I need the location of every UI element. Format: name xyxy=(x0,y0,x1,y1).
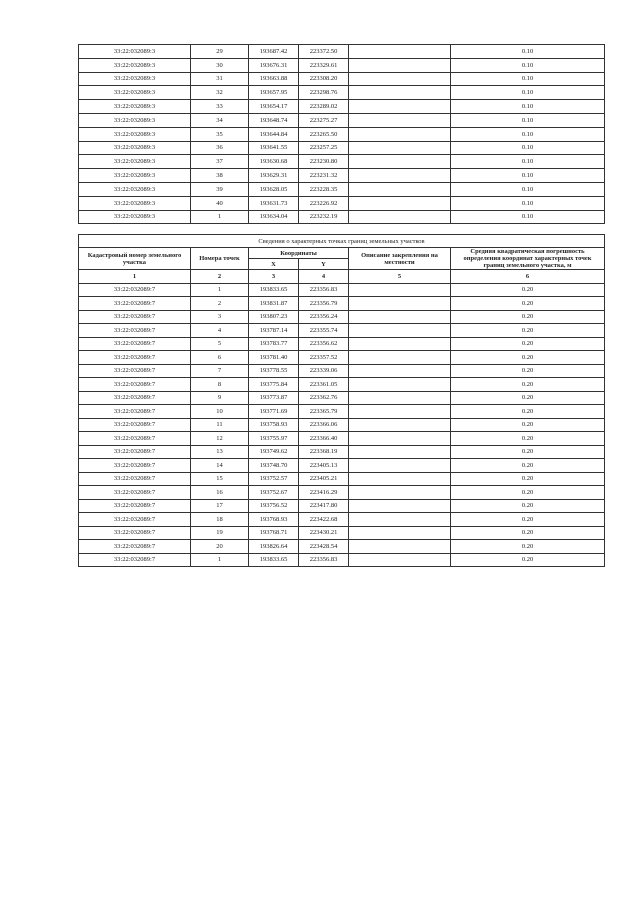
table-row xyxy=(79,100,605,114)
y-coordinate-cell: 223357.52 xyxy=(299,351,349,365)
cadastral-number-cell: 33:22:032089:7 xyxy=(79,513,191,527)
cadastral-number-cell: 33:22:032089:3 xyxy=(79,113,191,127)
y-coordinate-cell: 223356.24 xyxy=(299,310,349,324)
y-coordinate-cell: 223366.40 xyxy=(299,432,349,446)
column-number-3: 3 xyxy=(249,270,299,284)
error-cell: 0.20 xyxy=(451,310,605,324)
description-cell xyxy=(349,86,451,100)
description-cell xyxy=(349,405,451,419)
description-cell xyxy=(349,540,451,554)
cadastral-number-cell: 33:22:032089:7 xyxy=(79,472,191,486)
error-cell: 0.20 xyxy=(451,472,605,486)
table-row xyxy=(79,337,605,351)
error-cell: 0.20 xyxy=(451,432,605,446)
point-number-cell: 11 xyxy=(191,418,249,432)
y-coordinate-cell: 223257.25 xyxy=(299,141,349,155)
description-cell xyxy=(349,445,451,459)
description-cell xyxy=(349,351,451,365)
description-cell xyxy=(349,196,451,210)
point-number-cell: 34 xyxy=(191,113,249,127)
table-row xyxy=(79,127,605,141)
cadastral-number-cell: 33:22:032089:7 xyxy=(79,310,191,324)
cadastral-number-cell: 33:22:032089:3 xyxy=(79,141,191,155)
table-row xyxy=(79,297,605,311)
y-coordinate-cell: 223368.19 xyxy=(299,445,349,459)
point-number-cell: 7 xyxy=(191,364,249,378)
table-row xyxy=(79,58,605,72)
table-row xyxy=(79,445,605,459)
table-row xyxy=(79,472,605,486)
description-cell xyxy=(349,100,451,114)
cadastral-number-cell: 33:22:032089:3 xyxy=(79,127,191,141)
x-coordinate-cell: 193657.95 xyxy=(249,86,299,100)
x-coordinate-cell: 193630.68 xyxy=(249,155,299,169)
table-row xyxy=(79,553,605,567)
cadastral-number-cell: 33:22:032089:3 xyxy=(79,169,191,183)
error-cell: 0.10 xyxy=(451,100,605,114)
error-cell: 0.10 xyxy=(451,58,605,72)
x-coordinate-cell: 193755.97 xyxy=(249,432,299,446)
cadastral-number-cell: 33:22:032089:7 xyxy=(79,364,191,378)
y-coordinate-cell: 223405.21 xyxy=(299,472,349,486)
column-number-4: 4 xyxy=(299,270,349,284)
header-description: Описание закрепления на местности xyxy=(349,248,451,270)
cadastral-number-cell: 33:22:032089:3 xyxy=(79,210,191,224)
y-coordinate-cell: 223298.76 xyxy=(299,86,349,100)
x-coordinate-cell: 193654.17 xyxy=(249,100,299,114)
y-coordinate-cell: 223265.50 xyxy=(299,127,349,141)
x-coordinate-cell: 193831.87 xyxy=(249,297,299,311)
table-row xyxy=(79,364,605,378)
cadastral-number-cell: 33:22:032089:3 xyxy=(79,196,191,210)
x-coordinate-cell: 193781.40 xyxy=(249,351,299,365)
boundary-points-table xyxy=(78,234,605,567)
x-coordinate-cell: 193826.64 xyxy=(249,540,299,554)
x-coordinate-cell: 193833.65 xyxy=(249,283,299,297)
y-coordinate-cell: 223230.80 xyxy=(299,155,349,169)
table2-body xyxy=(79,283,605,567)
y-coordinate-cell: 223361.05 xyxy=(299,378,349,392)
x-coordinate-cell: 193807.23 xyxy=(249,310,299,324)
table-row xyxy=(79,418,605,432)
error-cell: 0.20 xyxy=(451,553,605,567)
description-cell xyxy=(349,210,451,224)
error-cell: 0.10 xyxy=(451,45,605,59)
x-coordinate-cell: 193771.69 xyxy=(249,405,299,419)
cadastral-number-cell: 33:22:032089:3 xyxy=(79,45,191,59)
description-cell xyxy=(349,127,451,141)
error-cell: 0.10 xyxy=(451,141,605,155)
x-coordinate-cell: 193687.42 xyxy=(249,45,299,59)
point-number-cell: 19 xyxy=(191,526,249,540)
y-coordinate-cell: 223339.06 xyxy=(299,364,349,378)
point-number-cell: 18 xyxy=(191,513,249,527)
point-number-cell: 1 xyxy=(191,553,249,567)
error-cell: 0.20 xyxy=(451,405,605,419)
column-number-5: 5 xyxy=(349,270,451,284)
x-coordinate-cell: 193641.55 xyxy=(249,141,299,155)
header-point-number: Номера точек xyxy=(191,248,249,270)
error-cell: 0.10 xyxy=(451,113,605,127)
description-cell xyxy=(349,553,451,567)
table-row xyxy=(79,351,605,365)
description-cell xyxy=(349,297,451,311)
table-row xyxy=(79,513,605,527)
error-cell: 0.10 xyxy=(451,196,605,210)
table-row xyxy=(79,86,605,100)
point-number-cell: 40 xyxy=(191,196,249,210)
error-cell: 0.20 xyxy=(451,513,605,527)
x-coordinate-cell: 193629.31 xyxy=(249,169,299,183)
cadastral-number-cell: 33:22:032089:7 xyxy=(79,351,191,365)
table-row xyxy=(79,405,605,419)
table1-body xyxy=(79,45,605,224)
table2-header xyxy=(79,235,605,284)
header-coordinates: Координаты xyxy=(249,248,349,259)
parcel-points-table-continued xyxy=(78,44,605,224)
point-number-cell: 16 xyxy=(191,486,249,500)
table-row xyxy=(79,196,605,210)
x-coordinate-cell: 193644.84 xyxy=(249,127,299,141)
error-cell: 0.10 xyxy=(451,155,605,169)
x-coordinate-cell: 193775.84 xyxy=(249,378,299,392)
cadastral-number-cell: 33:22:032089:7 xyxy=(79,540,191,554)
y-coordinate-cell: 223329.61 xyxy=(299,58,349,72)
point-number-cell: 33 xyxy=(191,100,249,114)
y-coordinate-cell: 223417.80 xyxy=(299,499,349,513)
y-coordinate-cell: 223356.62 xyxy=(299,337,349,351)
cadastral-number-cell: 33:22:032089:7 xyxy=(79,324,191,338)
y-coordinate-cell: 223366.06 xyxy=(299,418,349,432)
table-row xyxy=(79,141,605,155)
x-coordinate-cell: 193663.88 xyxy=(249,72,299,86)
point-number-cell: 3 xyxy=(191,310,249,324)
description-cell xyxy=(349,310,451,324)
description-cell xyxy=(349,141,451,155)
description-cell xyxy=(349,391,451,405)
x-coordinate-cell: 193752.57 xyxy=(249,472,299,486)
cadastral-number-cell: 33:22:032089:7 xyxy=(79,486,191,500)
x-coordinate-cell: 193756.52 xyxy=(249,499,299,513)
y-coordinate-cell: 223365.79 xyxy=(299,405,349,419)
cadastral-number-cell: 33:22:032089:7 xyxy=(79,283,191,297)
column-number-1: 1 xyxy=(79,270,191,284)
error-cell: 0.10 xyxy=(451,169,605,183)
error-cell: 0.20 xyxy=(451,283,605,297)
description-cell xyxy=(349,432,451,446)
description-cell xyxy=(349,364,451,378)
cadastral-number-cell: 33:22:032089:7 xyxy=(79,378,191,392)
error-cell: 0.20 xyxy=(451,324,605,338)
table-row xyxy=(79,72,605,86)
point-number-cell: 29 xyxy=(191,45,249,59)
point-number-cell: 30 xyxy=(191,58,249,72)
table-caption: Сведения о характерных точках границ земельных участков xyxy=(79,235,605,248)
description-cell xyxy=(349,45,451,59)
y-coordinate-cell: 223356.79 xyxy=(299,297,349,311)
y-coordinate-cell: 223226.92 xyxy=(299,196,349,210)
cadastral-number-cell: 33:22:032089:7 xyxy=(79,391,191,405)
point-number-cell: 8 xyxy=(191,378,249,392)
cadastral-number-cell: 33:22:032089:7 xyxy=(79,432,191,446)
cadastral-number-cell: 33:22:032089:7 xyxy=(79,553,191,567)
point-number-cell: 4 xyxy=(191,324,249,338)
description-cell xyxy=(349,486,451,500)
point-number-cell: 39 xyxy=(191,182,249,196)
x-coordinate-cell: 193634.04 xyxy=(249,210,299,224)
cadastral-number-cell: 33:22:032089:7 xyxy=(79,337,191,351)
error-cell: 0.20 xyxy=(451,445,605,459)
cadastral-number-cell: 33:22:032089:7 xyxy=(79,499,191,513)
description-cell xyxy=(349,324,451,338)
x-coordinate-cell: 193648.74 xyxy=(249,113,299,127)
error-cell: 0.20 xyxy=(451,499,605,513)
x-coordinate-cell: 193773.87 xyxy=(249,391,299,405)
y-coordinate-cell: 223422.68 xyxy=(299,513,349,527)
error-cell: 0.10 xyxy=(451,210,605,224)
cadastral-number-cell: 33:22:032089:7 xyxy=(79,526,191,540)
error-cell: 0.20 xyxy=(451,459,605,473)
point-number-cell: 12 xyxy=(191,432,249,446)
point-number-cell: 1 xyxy=(191,210,249,224)
y-coordinate-cell: 223228.35 xyxy=(299,182,349,196)
point-number-cell: 38 xyxy=(191,169,249,183)
y-coordinate-cell: 223372.50 xyxy=(299,45,349,59)
description-cell xyxy=(349,499,451,513)
table-row xyxy=(79,283,605,297)
description-cell xyxy=(349,58,451,72)
x-coordinate-cell: 193628.05 xyxy=(249,182,299,196)
point-number-cell: 31 xyxy=(191,72,249,86)
error-cell: 0.20 xyxy=(451,297,605,311)
point-number-cell: 2 xyxy=(191,297,249,311)
y-coordinate-cell: 223428.54 xyxy=(299,540,349,554)
error-cell: 0.10 xyxy=(451,72,605,86)
table-row xyxy=(79,499,605,513)
x-coordinate-cell: 193748.70 xyxy=(249,459,299,473)
x-coordinate-cell: 193758.93 xyxy=(249,418,299,432)
point-number-cell: 13 xyxy=(191,445,249,459)
description-cell xyxy=(349,472,451,486)
cadastral-number-cell: 33:22:032089:7 xyxy=(79,405,191,419)
point-number-cell: 10 xyxy=(191,405,249,419)
table-row xyxy=(79,182,605,196)
description-cell xyxy=(349,459,451,473)
table-row xyxy=(79,113,605,127)
x-coordinate-cell: 193833.65 xyxy=(249,553,299,567)
description-cell xyxy=(349,113,451,127)
error-cell: 0.10 xyxy=(451,86,605,100)
cadastral-number-cell: 33:22:032089:3 xyxy=(79,155,191,169)
table-row xyxy=(79,540,605,554)
error-cell: 0.20 xyxy=(451,526,605,540)
error-cell: 0.20 xyxy=(451,364,605,378)
x-coordinate-cell: 193768.93 xyxy=(249,513,299,527)
y-coordinate-cell: 223232.19 xyxy=(299,210,349,224)
header-y: Y xyxy=(299,259,349,270)
error-cell: 0.20 xyxy=(451,378,605,392)
table-row xyxy=(79,169,605,183)
y-coordinate-cell: 223356.83 xyxy=(299,553,349,567)
header-cadastral-number: Кадастровый номер земельного участка xyxy=(79,248,191,270)
point-number-cell: 37 xyxy=(191,155,249,169)
description-cell xyxy=(349,418,451,432)
point-number-cell: 32 xyxy=(191,86,249,100)
x-coordinate-cell: 193631.73 xyxy=(249,196,299,210)
y-coordinate-cell: 223416.29 xyxy=(299,486,349,500)
point-number-cell: 35 xyxy=(191,127,249,141)
table-row xyxy=(79,45,605,59)
cadastral-number-cell: 33:22:032089:7 xyxy=(79,297,191,311)
point-number-cell: 5 xyxy=(191,337,249,351)
x-coordinate-cell: 193749.62 xyxy=(249,445,299,459)
y-coordinate-cell: 223362.76 xyxy=(299,391,349,405)
table-row xyxy=(79,459,605,473)
error-cell: 0.10 xyxy=(451,127,605,141)
y-coordinate-cell: 223405.13 xyxy=(299,459,349,473)
point-number-cell: 6 xyxy=(191,351,249,365)
cadastral-number-cell: 33:22:032089:3 xyxy=(79,72,191,86)
column-number-2: 2 xyxy=(191,270,249,284)
point-number-cell: 9 xyxy=(191,391,249,405)
description-cell xyxy=(349,337,451,351)
x-coordinate-cell: 193783.77 xyxy=(249,337,299,351)
description-cell xyxy=(349,182,451,196)
description-cell xyxy=(349,72,451,86)
cadastral-number-cell: 33:22:032089:3 xyxy=(79,182,191,196)
x-coordinate-cell: 193752.67 xyxy=(249,486,299,500)
error-cell: 0.20 xyxy=(451,418,605,432)
table-row xyxy=(79,526,605,540)
y-coordinate-cell: 223308.20 xyxy=(299,72,349,86)
table-row xyxy=(79,432,605,446)
cadastral-number-cell: 33:22:032089:7 xyxy=(79,459,191,473)
column-number-6: 6 xyxy=(451,270,605,284)
point-number-cell: 20 xyxy=(191,540,249,554)
point-number-cell: 14 xyxy=(191,459,249,473)
x-coordinate-cell: 193778.55 xyxy=(249,364,299,378)
error-cell: 0.10 xyxy=(451,182,605,196)
cadastral-number-cell: 33:22:032089:7 xyxy=(79,445,191,459)
table-row xyxy=(79,310,605,324)
table-row xyxy=(79,378,605,392)
description-cell xyxy=(349,513,451,527)
cadastral-number-cell: 33:22:032089:3 xyxy=(79,100,191,114)
x-coordinate-cell: 193787.14 xyxy=(249,324,299,338)
table-row xyxy=(79,210,605,224)
cadastral-number-cell: 33:22:032089:7 xyxy=(79,418,191,432)
x-coordinate-cell: 193768.71 xyxy=(249,526,299,540)
y-coordinate-cell: 223355.74 xyxy=(299,324,349,338)
header-error: Средняя квадратическая погрешность определения координат характерных точек границ земельного участка, м xyxy=(451,248,605,270)
cadastral-number-cell: 33:22:032089:3 xyxy=(79,86,191,100)
error-cell: 0.20 xyxy=(451,337,605,351)
table-row xyxy=(79,324,605,338)
point-number-cell: 15 xyxy=(191,472,249,486)
error-cell: 0.20 xyxy=(451,540,605,554)
description-cell xyxy=(349,526,451,540)
table-row xyxy=(79,391,605,405)
x-coordinate-cell: 193676.31 xyxy=(249,58,299,72)
description-cell xyxy=(349,378,451,392)
description-cell xyxy=(349,283,451,297)
y-coordinate-cell: 223275.27 xyxy=(299,113,349,127)
header-x: X xyxy=(249,259,299,270)
y-coordinate-cell: 223231.32 xyxy=(299,169,349,183)
y-coordinate-cell: 223430.21 xyxy=(299,526,349,540)
error-cell: 0.20 xyxy=(451,351,605,365)
point-number-cell: 36 xyxy=(191,141,249,155)
cadastral-number-cell: 33:22:032089:3 xyxy=(79,58,191,72)
y-coordinate-cell: 223289.02 xyxy=(299,100,349,114)
point-number-cell: 1 xyxy=(191,283,249,297)
point-number-cell: 17 xyxy=(191,499,249,513)
y-coordinate-cell: 223356.83 xyxy=(299,283,349,297)
error-cell: 0.20 xyxy=(451,486,605,500)
description-cell xyxy=(349,169,451,183)
table-row xyxy=(79,155,605,169)
description-cell xyxy=(349,155,451,169)
error-cell: 0.20 xyxy=(451,391,605,405)
table-row xyxy=(79,486,605,500)
